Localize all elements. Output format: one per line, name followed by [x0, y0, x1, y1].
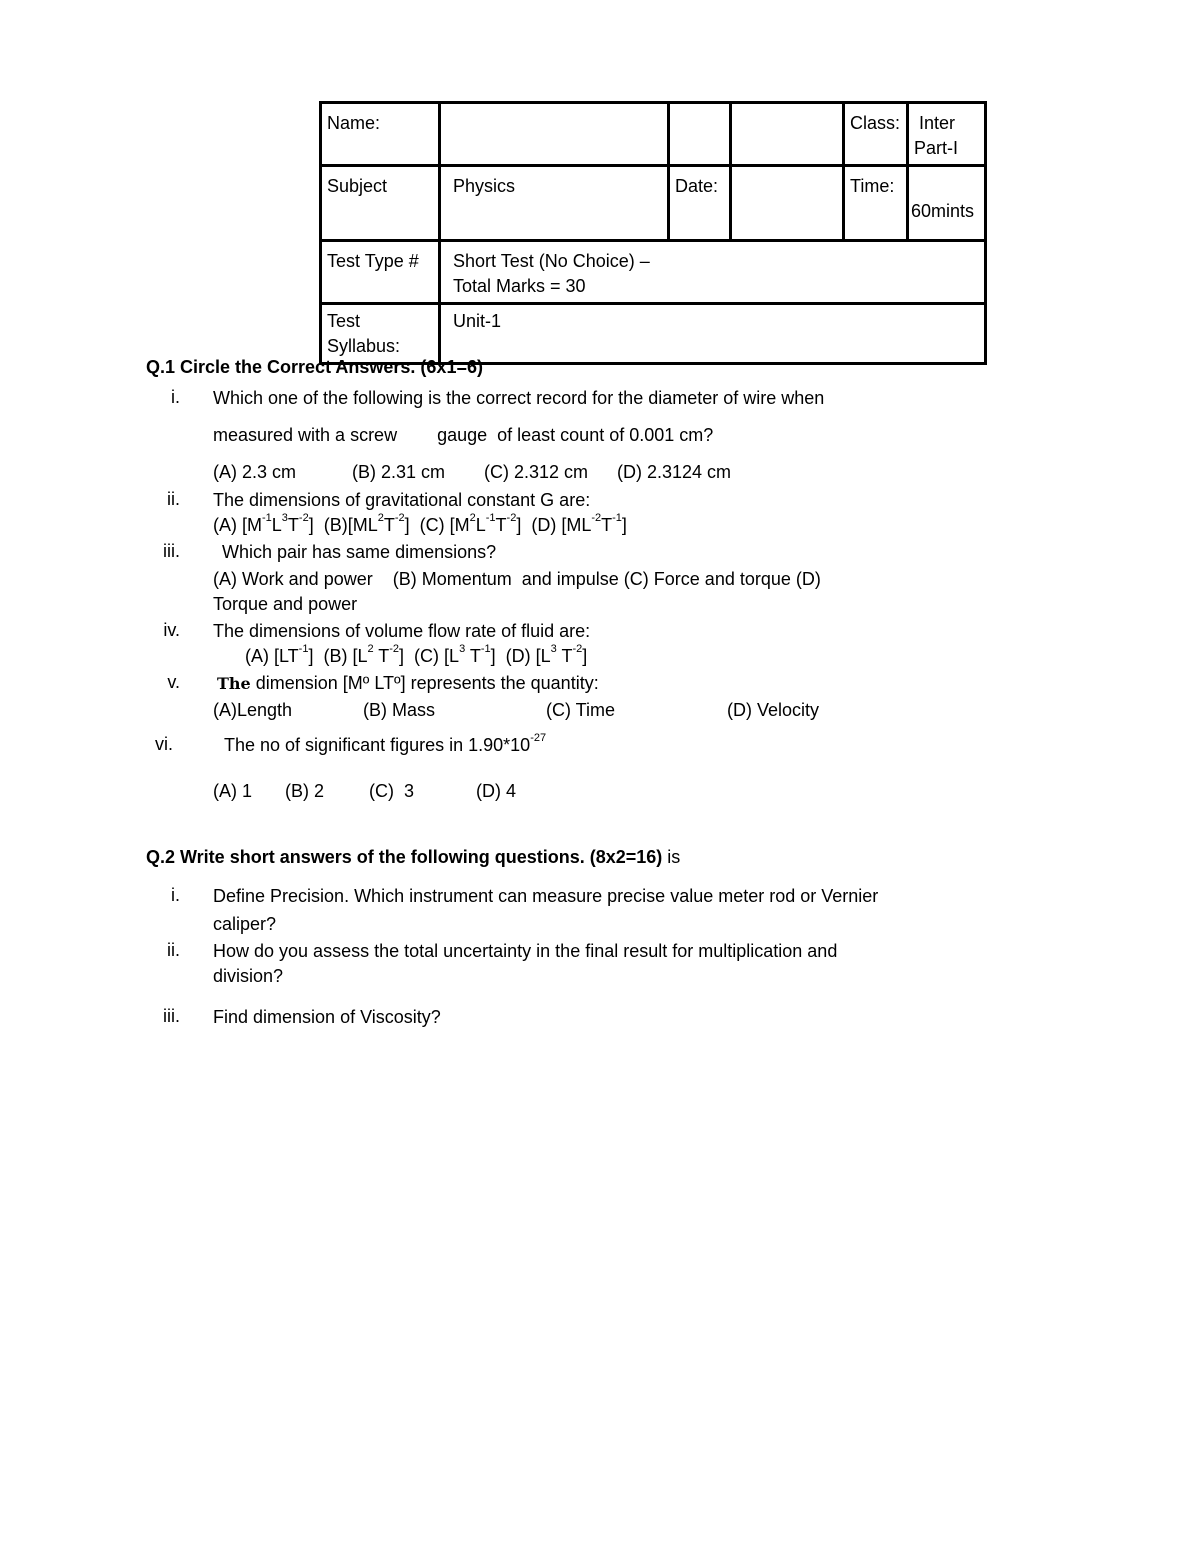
empty-cell [731, 103, 844, 166]
q2-title-tail: is [662, 847, 681, 867]
q1-vi-text-main: The no of significant figures in 1.90*10 [224, 735, 531, 755]
time-label: Time: [844, 166, 908, 241]
name-value-cell [440, 103, 669, 166]
subject-value [440, 166, 669, 241]
time-value: 60mints [911, 201, 975, 221]
q1-vi-opt-c: (C) 3 [369, 781, 414, 801]
empty-cell [669, 103, 731, 166]
syllabus-label-line1: Test [327, 311, 361, 331]
q1-vi-num: vi. [155, 734, 173, 754]
q1-v-num: v. [167, 672, 180, 692]
q1-v-opt-c: (C) Time [546, 700, 615, 720]
q1-v-opt-d: (D) Velocity [727, 700, 820, 720]
q2-i-line2: caliper? [213, 914, 277, 934]
class-value [908, 103, 986, 166]
subject-label: Subject [321, 166, 440, 241]
name-label: Name: [321, 103, 440, 166]
q2-i-line1: Define Precision. Which instrument can measure precise value meter rod or Vernier [213, 886, 879, 906]
q1-title: Q.1 Circle the Correct Answers. (6x1=6) [146, 357, 483, 377]
q1-v-text [217, 672, 599, 695]
header-table [319, 101, 987, 365]
q1-iv-options: (A) $[LT^{-1}]$ (B) [$L^2$ $T^{-2}$] (C) [$L^3$ $T^{-1}$] (D) [$L^3$ $T^{-2}$] [245, 643, 588, 666]
q1-ii-num: ii. [167, 489, 180, 509]
q1-vi-exponent: -27 [530, 732, 547, 744]
date-label: Date: [669, 166, 731, 241]
q1-v-the: The [217, 674, 251, 693]
q1-v-text-rest: dimension [Mº LTº] represents the quantity: [250, 673, 599, 693]
subject-value-text: Physics [453, 176, 516, 196]
q1-iv-num: iv. [163, 620, 180, 640]
q2-iii-text: Find dimension of Viscosity? [213, 1007, 441, 1027]
q1-iii-options-line1: (A) Work and power (B) Momentum and impulse (C) Force and torque (D) [213, 569, 821, 589]
q1-i-opt-d: (D) 2.3124 cm [617, 462, 732, 482]
test-type-value [440, 241, 986, 304]
q2-title [146, 847, 680, 868]
q1-i-opt-b: (B) 2.31 cm [352, 462, 446, 482]
syllabus-label [321, 304, 440, 364]
q2-title-text: Q.2 Write short answers of the following questions. (8x2=16) [146, 847, 663, 867]
test-type-line2: Total Marks = 30 [453, 276, 586, 296]
class-value-line2: Part-I [914, 138, 959, 158]
time-value-cell [908, 166, 986, 241]
syllabus-value [440, 304, 986, 364]
q1-iii-num: iii. [163, 541, 180, 561]
q1-iv-text: The dimensions of volume flow rate of fluid are: [213, 621, 591, 641]
q1-iii-text: Which pair has same dimensions? [222, 542, 497, 562]
q2-i-num: i. [171, 885, 180, 905]
test-type-label: Test Type # [321, 241, 440, 304]
test-type-line1: Short Test (No Choice) – [453, 251, 650, 271]
q1-i-line2: measured with a screw gauge of least count of 0.001 cm? [213, 425, 714, 445]
q1-v-opt-b: (B) Mass [363, 700, 435, 720]
q1-i-num: i. [171, 387, 180, 407]
date-value-cell [731, 166, 844, 241]
q1-vi-opt-a: (A) 1 [213, 781, 253, 801]
q2-ii-num: ii. [167, 940, 180, 960]
q2-ii-line1: How do you assess the total uncertainty in the final result for multiplication and [213, 941, 838, 961]
q1-i-line1: Which one of the following is the correct record for the diameter of wire when [213, 388, 825, 408]
q1-v-opt-a: (A)Length [213, 700, 293, 720]
q2-ii-line2: division? [213, 966, 284, 986]
syllabus-label-line2: Syllabus: [327, 336, 401, 356]
q1-vi-text [224, 734, 546, 756]
class-value-line1: Inter [919, 113, 956, 133]
q1-ii-options: (A) $[M^{-1}L^3T^{-2}]$ $(B)[ML^2T^{-2}]$ (C) $[M^2L^{-1}T^{-2}]$ (D) $[ML^{-2}T^{-1}]$ [213, 512, 627, 535]
q1-ii-text: The dimensions of gravitational constant G are: [213, 490, 591, 510]
q1-iii-options-line2: Torque and power [213, 594, 358, 614]
q1-vi-opt-b: (B) 2 [285, 781, 325, 801]
class-label: Class: [844, 103, 908, 166]
syllabus-value-text: Unit-1 [453, 311, 502, 331]
q1-i-opt-a: (A) 2.3 cm [213, 462, 297, 482]
q1-vi-opt-d: (D) 4 [476, 781, 516, 801]
q1-i-opt-c: (C) 2.312 cm [484, 462, 589, 482]
q2-iii-num: iii. [163, 1006, 180, 1026]
